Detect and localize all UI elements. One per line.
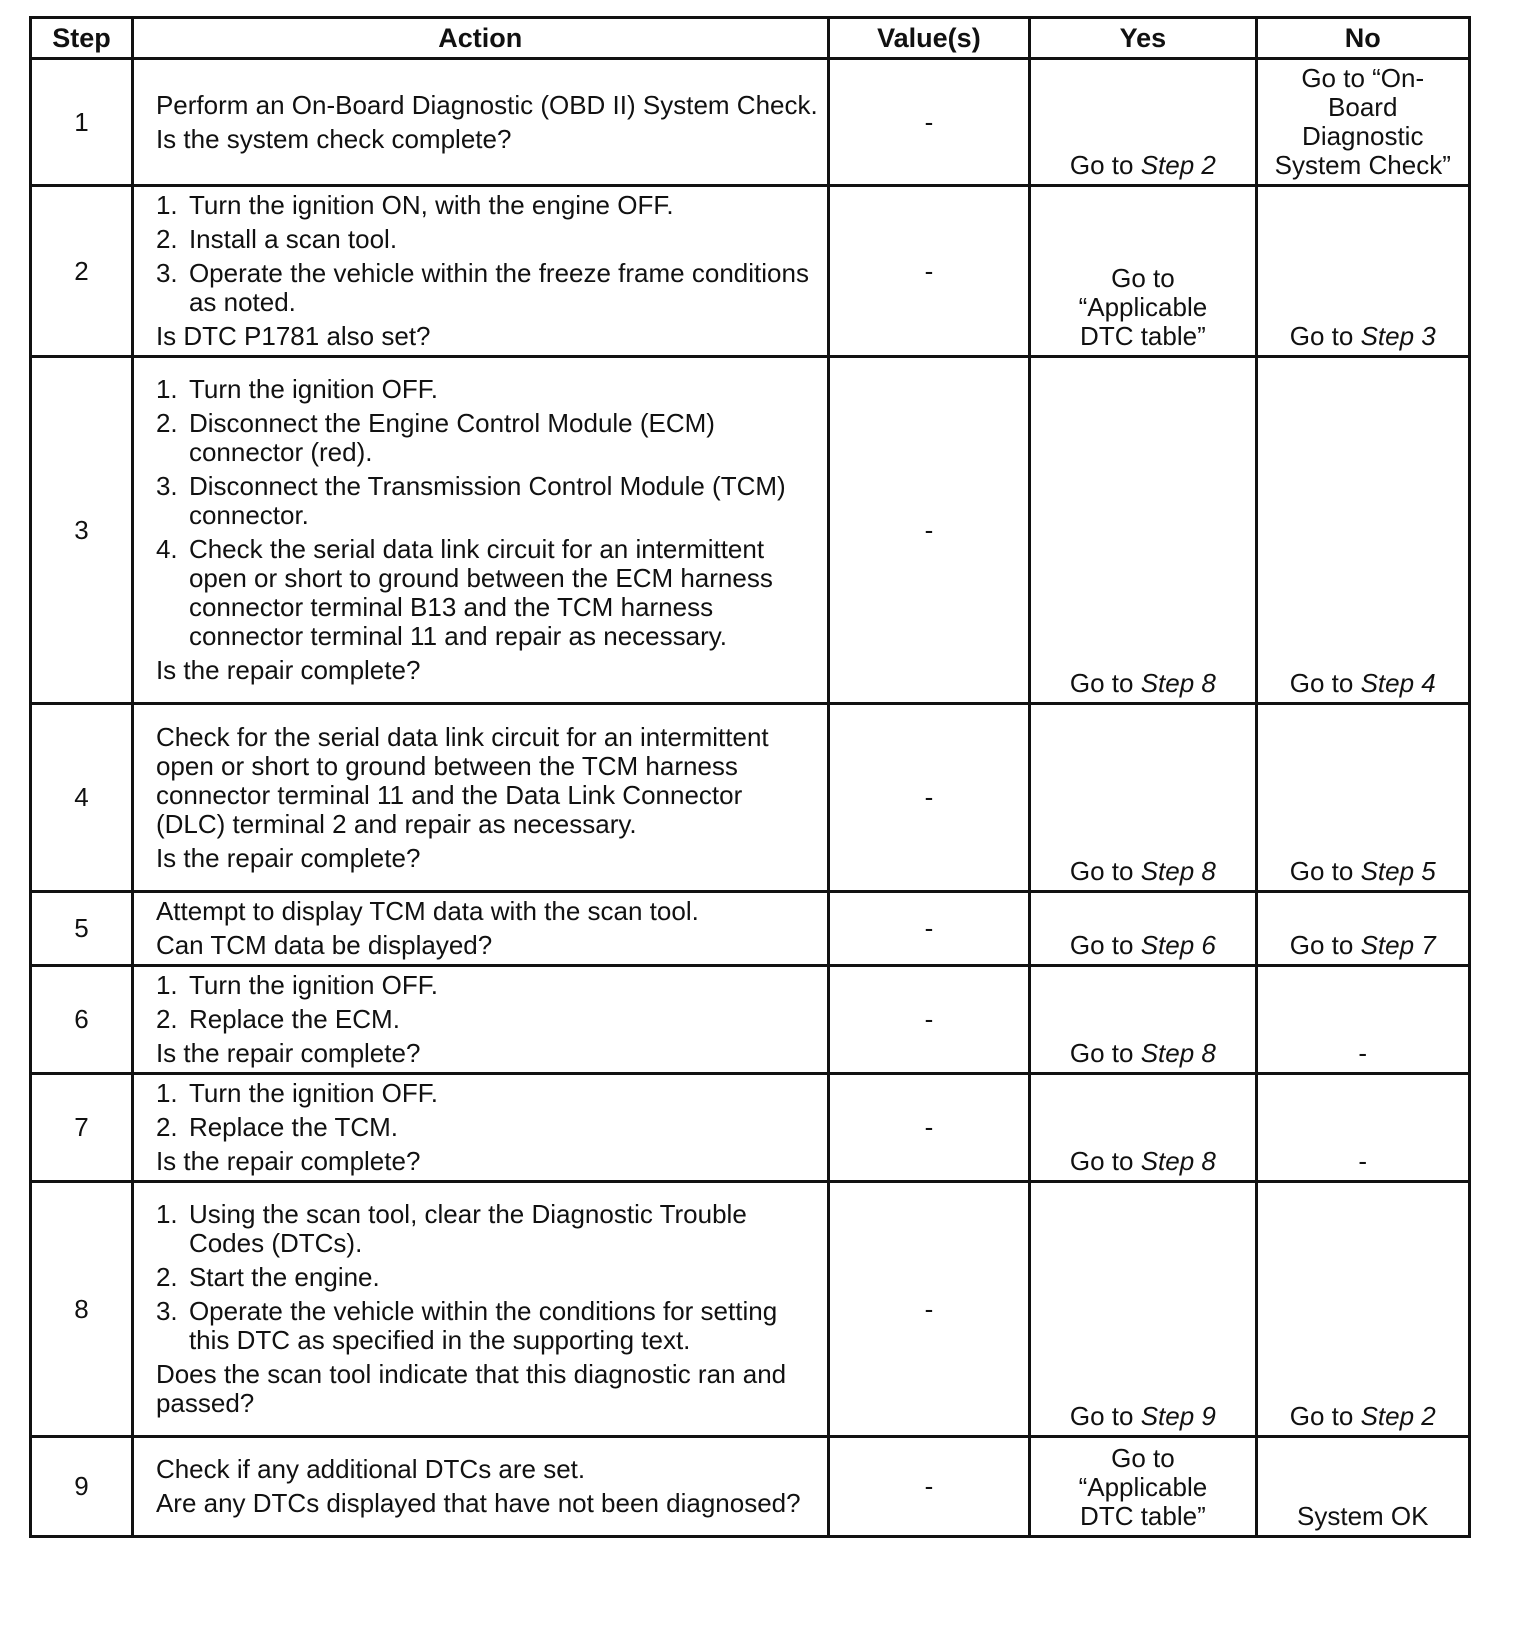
- action-lines: [156, 1200, 819, 1418]
- result-line: DTC table”: [1080, 1501, 1206, 1531]
- step-number: 5: [31, 892, 133, 966]
- result-line: “Applicable: [1078, 292, 1208, 322]
- step-number: 2: [31, 186, 133, 357]
- value-cell: -: [828, 186, 1030, 357]
- no-cell: [1256, 704, 1470, 892]
- table-row: [31, 59, 1470, 186]
- action-text: Is the repair complete?: [155, 655, 421, 685]
- item-text: Replace the TCM.: [188, 1112, 398, 1142]
- action-step-item: [156, 375, 819, 404]
- result-prefix: Go to: [1289, 930, 1361, 960]
- action-step-item: [156, 225, 819, 254]
- item-number: 2.: [155, 1112, 178, 1142]
- table-row: [31, 1437, 1470, 1537]
- result-step-ref: Step 2: [1140, 150, 1216, 180]
- result-lines: [1037, 1444, 1248, 1531]
- value-cell: -: [828, 704, 1030, 892]
- item-number: 4.: [155, 534, 178, 564]
- action-lines: [156, 897, 819, 960]
- action-text: Attempt to display TCM data with the scan tool.: [155, 896, 699, 926]
- result-prefix: Go to: [1069, 150, 1141, 180]
- action-lines: [156, 1455, 819, 1518]
- action-cell: [132, 357, 828, 704]
- table-row: [31, 1182, 1470, 1437]
- action-step-item: [156, 1297, 819, 1355]
- item-text: Turn the ignition OFF.: [188, 374, 438, 404]
- step-number: 6: [31, 966, 133, 1074]
- result-step-ref: Step 2: [1360, 1401, 1436, 1431]
- result-prefix: Go to: [1289, 1401, 1361, 1431]
- action-step-item: [156, 472, 819, 530]
- item-number: 1.: [155, 374, 178, 404]
- result-prefix: Go to: [1069, 856, 1141, 886]
- result-prefix: Go to: [1069, 668, 1141, 698]
- item-number: 1.: [155, 1199, 178, 1229]
- item-text: Turn the ignition OFF.: [188, 970, 438, 1000]
- action-cell: [132, 704, 828, 892]
- result-step-ref: Step 8: [1140, 668, 1216, 698]
- item-number: 2.: [155, 224, 178, 254]
- yes-cell: [1030, 966, 1256, 1074]
- action-text: Is the repair complete?: [155, 842, 421, 873]
- result-step-ref: Step 8: [1140, 856, 1216, 886]
- result-step-ref: Step 9: [1140, 1401, 1216, 1431]
- yes-cell: [1030, 357, 1256, 704]
- item-number: 2.: [155, 408, 178, 438]
- action-lines: [156, 375, 819, 685]
- value-cell: -: [828, 892, 1030, 966]
- result-text: -: [1358, 1146, 1368, 1176]
- value-cell: -: [828, 966, 1030, 1074]
- item-text: Turn the ignition ON, with the engine OFF.: [188, 190, 674, 220]
- action-cell: [132, 1074, 828, 1182]
- item-text: Disconnect the Engine Control Module (ECM) connector (red).: [188, 408, 715, 467]
- result-lines: [1264, 64, 1463, 180]
- result-step-ref: Step 8: [1140, 1038, 1216, 1068]
- header-values: Value(s): [828, 18, 1030, 59]
- result-lines: [1037, 264, 1248, 351]
- action-text: Does the scan tool indicate that this diagnostic ran and passed?: [155, 1359, 787, 1418]
- action-text: Can TCM data be displayed?: [155, 930, 493, 960]
- result-step-ref: Step 6: [1140, 930, 1216, 960]
- yes-cell: [1030, 892, 1256, 966]
- value-cell: -: [828, 1182, 1030, 1437]
- step-number: 7: [31, 1074, 133, 1182]
- item-text: Turn the ignition OFF.: [188, 1078, 438, 1108]
- action-step-item: [156, 1005, 819, 1034]
- item-text: Start the engine.: [188, 1262, 380, 1292]
- result-prefix: Go to: [1069, 930, 1141, 960]
- no-cell: [1256, 966, 1470, 1074]
- step-number: 4: [31, 704, 133, 892]
- item-number: 3.: [155, 471, 178, 501]
- no-cell: [1256, 1182, 1470, 1437]
- result-prefix: Go to: [1289, 321, 1361, 351]
- result-text: System OK: [1297, 1501, 1429, 1531]
- value-cell: -: [828, 1437, 1030, 1537]
- table-row: [31, 1074, 1470, 1182]
- action-lines: [156, 723, 819, 873]
- no-cell: [1256, 1074, 1470, 1182]
- action-step-item: [156, 1079, 819, 1108]
- table-row: [31, 966, 1470, 1074]
- action-text: Check if any additional DTCs are set.: [155, 1454, 586, 1484]
- action-step-item: [156, 259, 819, 317]
- action-cell: [132, 186, 828, 357]
- action-lines: [156, 971, 819, 1068]
- result-line: “Applicable: [1078, 1472, 1208, 1502]
- result-line: Go to “On-: [1301, 63, 1425, 93]
- yes-cell: [1030, 186, 1256, 357]
- value-cell: -: [828, 1074, 1030, 1182]
- item-number: 1.: [155, 1078, 178, 1108]
- action-step-item: [156, 1200, 819, 1258]
- action-step-item: [156, 409, 819, 467]
- table-body: [31, 59, 1470, 1537]
- action-lines: [156, 1079, 819, 1176]
- value-cell: -: [828, 357, 1030, 704]
- action-text: Is the repair complete?: [155, 1038, 421, 1068]
- item-text: Disconnect the Transmission Control Module (TCM) connector.: [188, 471, 786, 530]
- header-row: [31, 18, 1470, 59]
- action-cell: [132, 1437, 828, 1537]
- yes-cell: [1030, 1074, 1256, 1182]
- yes-cell: [1030, 1182, 1256, 1437]
- step-number: 8: [31, 1182, 133, 1437]
- result-line: Go to: [1111, 1443, 1175, 1473]
- result-prefix: Go to: [1069, 1146, 1141, 1176]
- result-line: Go to: [1111, 263, 1175, 293]
- result-line: Diagnostic: [1302, 121, 1424, 151]
- result-prefix: Go to: [1289, 668, 1361, 698]
- diagnostic-table: [29, 16, 1471, 1538]
- header-step: Step: [31, 18, 133, 59]
- table-row: [31, 357, 1470, 704]
- no-cell: [1256, 59, 1470, 186]
- action-text: Is the system check complete?: [155, 123, 512, 154]
- item-text: Operate the vehicle within the conditions for setting this DTC as specified in the supporting text.: [188, 1296, 778, 1355]
- item-number: 2.: [155, 1262, 178, 1292]
- action-step-item: [156, 535, 819, 651]
- yes-cell: [1030, 59, 1256, 186]
- item-text: Using the scan tool, clear the Diagnostic Trouble Codes (DTCs).: [188, 1199, 747, 1258]
- result-prefix: Go to: [1069, 1401, 1141, 1431]
- result-step-ref: Step 5: [1360, 856, 1436, 886]
- action-text: Is DTC P1781 also set?: [155, 321, 431, 351]
- result-step-ref: Step 7: [1360, 930, 1436, 960]
- no-cell: [1256, 357, 1470, 704]
- result-step-ref: Step 3: [1360, 321, 1436, 351]
- result-prefix: Go to: [1289, 856, 1361, 886]
- result-prefix: Go to: [1069, 1038, 1141, 1068]
- action-text: Perform an On-Board Diagnostic (OBD II) System Check.: [155, 89, 818, 120]
- value-cell: -: [828, 59, 1030, 186]
- result-line: Board: [1328, 92, 1398, 122]
- result-line: DTC table”: [1080, 321, 1206, 351]
- result-step-ref: Step 8: [1140, 1146, 1216, 1176]
- action-step-item: [156, 971, 819, 1000]
- header-yes: Yes: [1030, 18, 1256, 59]
- step-number: 1: [31, 59, 133, 186]
- action-lines: [156, 191, 819, 351]
- result-step-ref: Step 4: [1360, 668, 1436, 698]
- step-number: 3: [31, 357, 133, 704]
- no-cell: [1256, 892, 1470, 966]
- action-step-item: [156, 1113, 819, 1142]
- result-text: -: [1358, 1038, 1368, 1068]
- action-lines: [156, 91, 819, 154]
- item-text: Operate the vehicle within the freeze frame conditions as noted.: [188, 258, 809, 317]
- header-action: Action: [132, 18, 828, 59]
- item-text: Check the serial data link circuit for an intermittent open or short to ground between the ECM harness connector terminal B13 and the TCM harness connector terminal 11 and repair as necessary.: [188, 534, 773, 651]
- item-number: 3.: [155, 258, 178, 288]
- item-number: 1.: [155, 190, 178, 220]
- yes-cell: [1030, 704, 1256, 892]
- action-cell: [132, 966, 828, 1074]
- step-number: 9: [31, 1437, 133, 1537]
- action-text: Check for the serial data link circuit for an intermittent open or short to ground between the TCM harness connector terminal 11 and the Data Link Connector (DLC) terminal 2 and repair as necessary.: [155, 721, 769, 839]
- action-text: Is the repair complete?: [155, 1146, 421, 1176]
- action-step-item: [156, 191, 819, 220]
- item-number: 3.: [155, 1296, 178, 1326]
- header-no: No: [1256, 18, 1470, 59]
- action-text: Are any DTCs displayed that have not been diagnosed?: [155, 1488, 801, 1518]
- table-row: [31, 892, 1470, 966]
- item-text: Install a scan tool.: [188, 224, 398, 254]
- action-cell: [132, 1182, 828, 1437]
- action-cell: [132, 892, 828, 966]
- item-text: Replace the ECM.: [188, 1004, 400, 1034]
- result-line: System Check”: [1274, 150, 1451, 180]
- table-row: [31, 186, 1470, 357]
- yes-cell: [1030, 1437, 1256, 1537]
- item-number: 1.: [155, 970, 178, 1000]
- no-cell: [1256, 186, 1470, 357]
- no-cell: [1256, 1437, 1470, 1537]
- action-step-item: [156, 1263, 819, 1292]
- item-number: 2.: [155, 1004, 178, 1034]
- action-cell: [132, 59, 828, 186]
- table-row: [31, 704, 1470, 892]
